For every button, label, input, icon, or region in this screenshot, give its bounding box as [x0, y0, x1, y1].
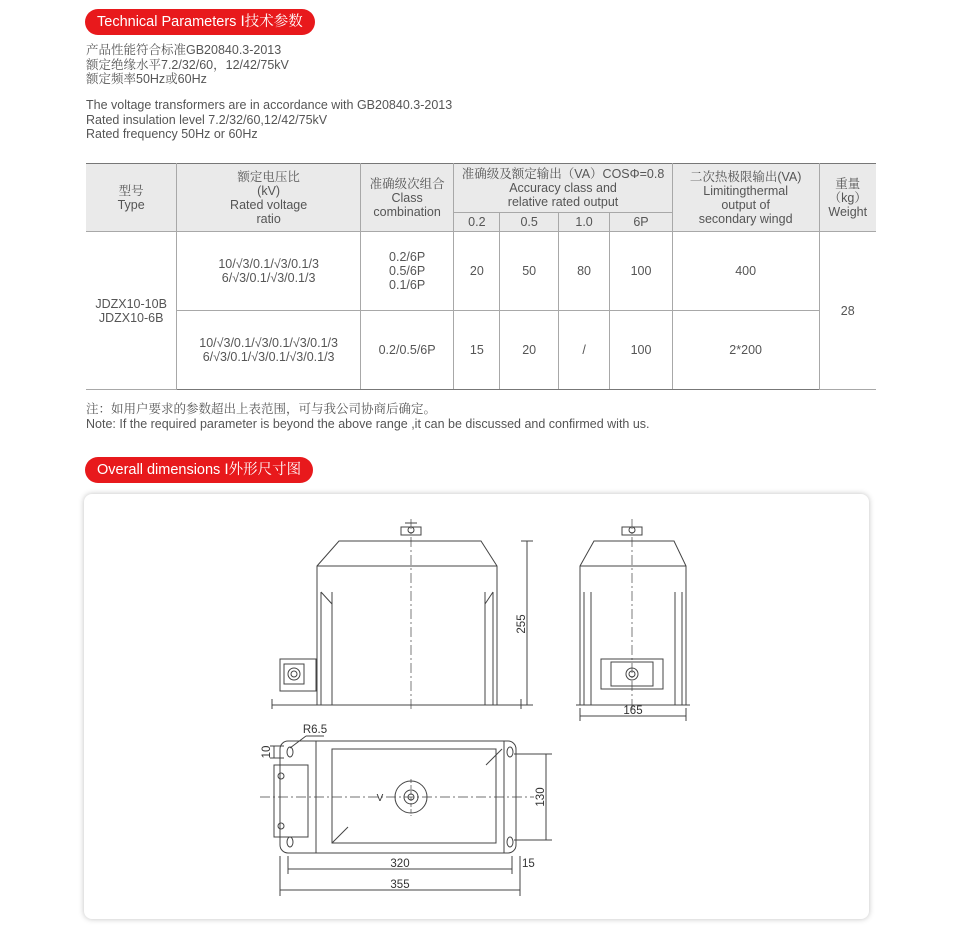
intro-chinese [86, 43, 289, 87]
header-weight-unit: （kg） [828, 190, 867, 205]
cell-acc-02: 15 [454, 311, 500, 390]
terminal-v-mark: V [376, 793, 384, 804]
intro-en-line: The voltage transformers are in accordance with GB20840.3-2013 [86, 98, 453, 112]
dim-height-label: 255 [516, 614, 528, 634]
intro-en-line: Rated insulation level 7.2/32/60,12/42/75kV [86, 112, 328, 127]
note [86, 402, 650, 432]
front-view [272, 519, 533, 709]
intro-english [86, 98, 452, 142]
dim-355-label: 355 [390, 879, 410, 891]
cell-acc-6p: 100 [610, 232, 673, 311]
intro-en-line: Rated frequency 50Hz or 60Hz [86, 127, 258, 141]
cell-acc-02: 20 [454, 232, 500, 311]
intro-cn-line: 额定绝缘水平7.2/32/60，12/42/75kV [86, 57, 289, 72]
class-line: 0.2/0.5/6P [378, 343, 436, 357]
header-accuracy-en2: relative rated output [507, 195, 619, 209]
note-cn: 注：如用户要求的参数超出上表范围，可与我公司协商后确定。 [86, 402, 437, 416]
header-limit-en3: secondary wingd [698, 211, 793, 226]
cell-class [360, 232, 453, 311]
header-acc-05: 0.5 [500, 213, 558, 232]
header-class-cn: 准确级次组合 [369, 176, 445, 191]
header-acc-10: 1.0 [558, 213, 609, 232]
cell-acc-05: 50 [500, 232, 558, 311]
cell-weight: 28 [819, 232, 876, 390]
header-weight-cn: 重量 [835, 176, 861, 191]
cell-types [86, 232, 177, 390]
cell-limit: 2*200 [672, 311, 819, 390]
type-6b: JDZX10-6B [98, 310, 164, 325]
dim-320-label: 320 [390, 858, 410, 870]
header-limit [672, 164, 819, 232]
header-weight [819, 164, 876, 232]
cell-acc-10: 80 [558, 232, 609, 311]
ratio-line: 6/√3/0.1/√3/0.1/√3/0.1/3 [202, 350, 335, 364]
header-limit-en2: output of [721, 197, 770, 212]
header-class-en1: Class [391, 190, 423, 205]
parameters-table [86, 163, 876, 390]
header-ratio [177, 164, 361, 232]
header-type-en: Type [117, 197, 145, 212]
dim-130-label: 130 [535, 787, 547, 807]
header-limit-en1: Limitingthermal [703, 183, 789, 198]
class-line: 0.5/6P [389, 264, 426, 278]
section-title-overall-dimensions: Overall dimensions Ⅰ外形尺寸图 [85, 457, 313, 483]
note-en: Note: If the required parameter is beyond the above range ,it can be discussed and confirmed with us. [86, 417, 650, 431]
cell-class [360, 311, 453, 390]
header-class-en2: combination [373, 204, 441, 219]
header-limit-cn: 二次热极限输出(VA) [689, 169, 802, 184]
header-class [360, 164, 453, 232]
header-ratio-cn: 额定电压比 [237, 169, 300, 184]
class-line: 0.2/6P [389, 250, 426, 264]
type-10b: JDZX10-10B [95, 296, 167, 311]
header-type [86, 164, 177, 232]
dim-side-width-label: 165 [623, 705, 643, 717]
header-acc-02: 0.2 [454, 213, 500, 232]
side-view [576, 519, 690, 721]
cell-acc-6p: 100 [610, 311, 673, 390]
class-line: 0.1/6P [389, 278, 426, 292]
dimension-drawing-panel [84, 494, 869, 919]
header-accuracy [454, 164, 673, 213]
header-type-cn: 型号 [118, 183, 144, 198]
dim-15-label: 15 [522, 858, 535, 870]
intro-cn-line: 额定频率50Hz或60Hz [86, 72, 207, 86]
cell-ratio [177, 311, 361, 390]
ratio-line: 6/√3/0.1/√3/0.1/3 [221, 271, 316, 285]
ratio-line: 10/√3/0.1/√3/0.1/√3/0.1/3 [199, 336, 338, 350]
dimension-drawing [84, 494, 869, 919]
section-title-technical-parameters: Technical Parameters Ⅰ技术参数 [85, 9, 315, 35]
dim-10-label: 10 [261, 745, 273, 759]
top-view [260, 736, 552, 896]
header-acc-6p: 6P [610, 213, 673, 232]
cell-ratio [177, 232, 361, 311]
header-accuracy-cn: 准确级及额定输出（VA）COSΦ=0.8 [461, 167, 665, 181]
header-ratio-unit: (kV) [257, 183, 281, 198]
header-weight-en: Weight [828, 204, 868, 219]
cell-acc-05: 20 [500, 311, 558, 390]
header-ratio-en1: Rated voltage [230, 197, 308, 212]
header-ratio-en2: ratio [256, 211, 281, 226]
cell-acc-10: / [558, 311, 609, 390]
dim-radius-label: R6.5 [302, 724, 328, 736]
ratio-line: 10/√3/0.1/√3/0.1/3 [218, 257, 319, 271]
cell-limit: 400 [672, 232, 819, 311]
intro-cn-line: 产品性能符合标准GB20840.3-2013 [86, 43, 282, 57]
header-accuracy-en1: Accuracy class and [509, 181, 617, 195]
